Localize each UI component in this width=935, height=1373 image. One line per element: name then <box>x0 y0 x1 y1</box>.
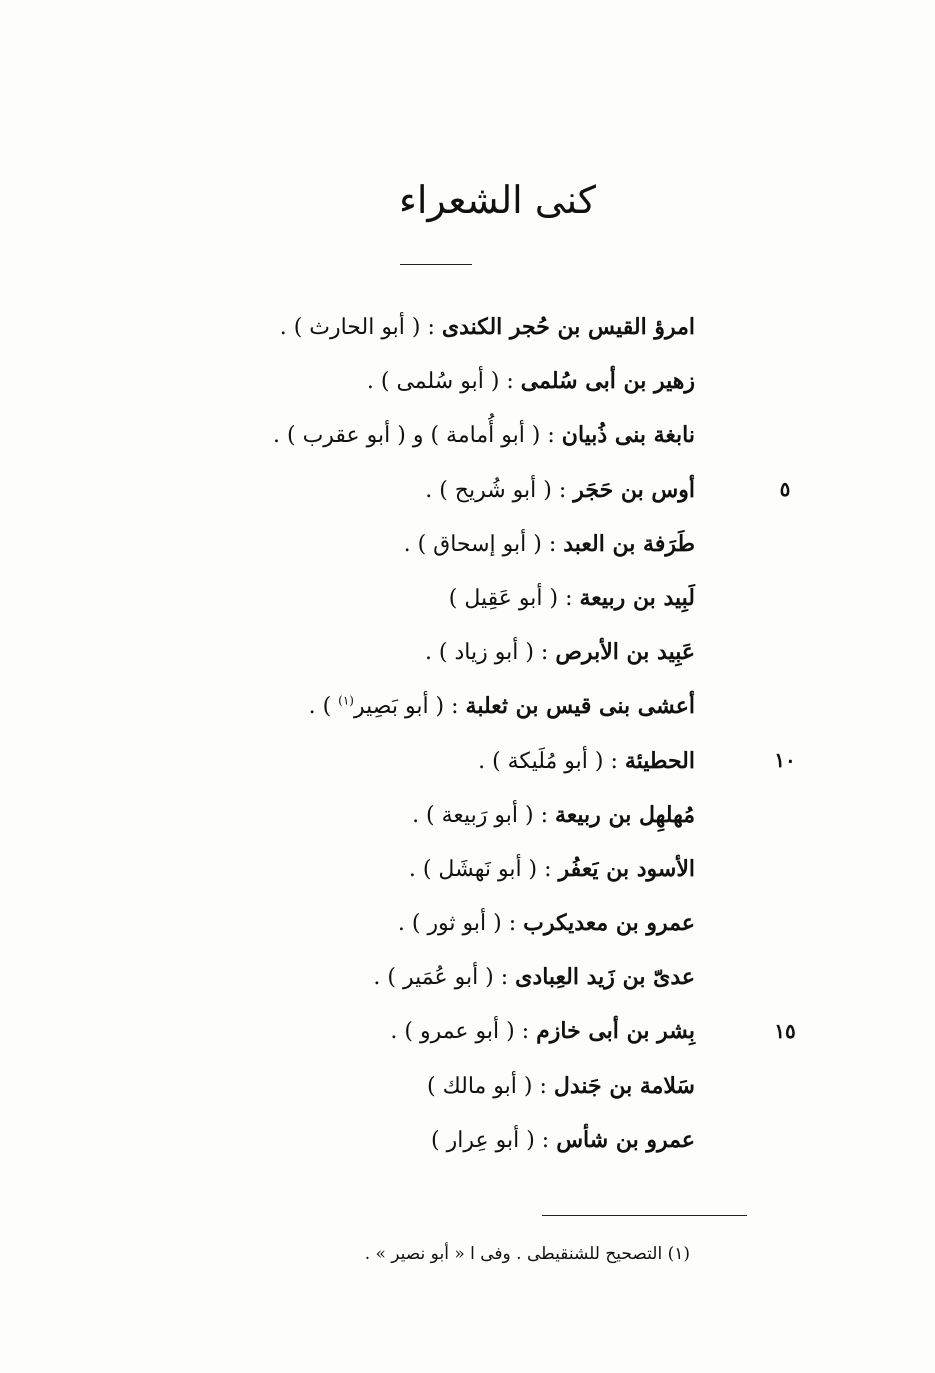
poet-entry <box>200 517 695 571</box>
poet-name: امرؤ القيس بن حُجر الكندى <box>441 314 695 340</box>
poet-name: أوس بن حَجَر <box>573 476 695 503</box>
poet-name: عمرو بن معديكرب <box>523 910 695 937</box>
poet-entry <box>200 788 695 842</box>
poet-kunya: : ( أبو عُمَير ) . <box>373 965 516 991</box>
poet-entry <box>200 679 695 733</box>
footnote-divider <box>542 1215 747 1216</box>
poet-name: طَرَفة بن العبد <box>563 530 695 557</box>
poet-kunya: : ( أبو عِرار ) <box>431 1127 557 1153</box>
poet-kunya: : ( أبو بَصِير <box>353 694 466 720</box>
poet-kunya: : ( أبو مالك ) <box>427 1073 554 1099</box>
poet-kunya: : ( أبو نَهشَل ) . <box>408 856 559 882</box>
poet-kunya: : ( أبو الحارث ) . <box>279 315 442 340</box>
poet-name: الحطيئة <box>624 747 695 774</box>
poet-name: بِشر بن أبى خازم <box>536 1018 695 1045</box>
poet-kunya: : ( أبو شُريح ) . <box>425 477 574 503</box>
line-number-5: ٥ <box>779 476 791 501</box>
poet-entry <box>200 571 695 625</box>
poet-entry <box>200 354 695 408</box>
poet-name: سَلامة بن جَندل <box>553 1072 695 1099</box>
poet-entry <box>200 1004 695 1058</box>
poet-kunya: : ( أبو عَقِيل ) <box>448 585 580 611</box>
poet-list <box>200 300 695 1167</box>
poet-name: عدىّ بن زَيد العِبادى <box>515 964 695 991</box>
poet-entry <box>200 300 695 354</box>
footnote: (١) التصحيح للشنقيطى . وفى ا « أبو نصير » . <box>364 1244 690 1264</box>
poet-kunya: : ( أبو مُلَيكة ) . <box>478 748 625 774</box>
poet-name: عمرو بن شأس <box>556 1126 695 1153</box>
line-number-15: ١٥ <box>774 1018 796 1043</box>
poet-entry <box>200 463 695 517</box>
poet-kunya: : ( أبو أُمامة ) و ( أبو عقرب ) . <box>273 423 562 449</box>
poet-entry <box>200 408 695 462</box>
poet-kunya: : ( أبو رَبيعة ) . <box>412 802 555 828</box>
poet-name: الأسود بن يَعفُر <box>558 855 695 882</box>
poet-entry <box>200 950 695 1004</box>
poet-name: أعشى بنى قيس بن ثعلبة <box>465 693 695 720</box>
poet-entry <box>200 625 695 679</box>
poet-name: مُهلهِل بن ربيعة <box>555 801 695 828</box>
poet-entry <box>200 896 695 950</box>
title-divider <box>400 264 472 265</box>
page-title-text: كنى الشعراء <box>398 178 597 222</box>
poet-name: عَبِيد بن الأبرص <box>555 639 695 666</box>
poet-kunya: : ( أبو سُلمى ) . <box>366 369 521 395</box>
poet-kunya: : ( أبو إسحاق ) . <box>403 531 564 557</box>
poet-entry <box>200 1113 695 1167</box>
page-title <box>0 178 935 222</box>
poet-entry <box>200 1059 695 1113</box>
poet-entry <box>200 734 695 788</box>
poet-kunya-end: ) . <box>308 694 339 720</box>
poet-kunya: : ( أبو عمرو ) . <box>390 1019 537 1045</box>
poet-name: زهير بن أبى سُلمى <box>520 368 695 395</box>
footnote-marker: (١) <box>338 693 354 708</box>
poet-kunya: : ( أبو ثور ) . <box>397 911 524 937</box>
poet-kunya: : ( أبو زياد ) . <box>424 640 556 666</box>
poet-name: لَبِيد بن ربيعة <box>579 584 695 611</box>
line-number-10: ١٠ <box>774 747 796 772</box>
poet-entry <box>200 842 695 896</box>
poet-name: نابغة بنى ذُبيان <box>561 422 695 449</box>
